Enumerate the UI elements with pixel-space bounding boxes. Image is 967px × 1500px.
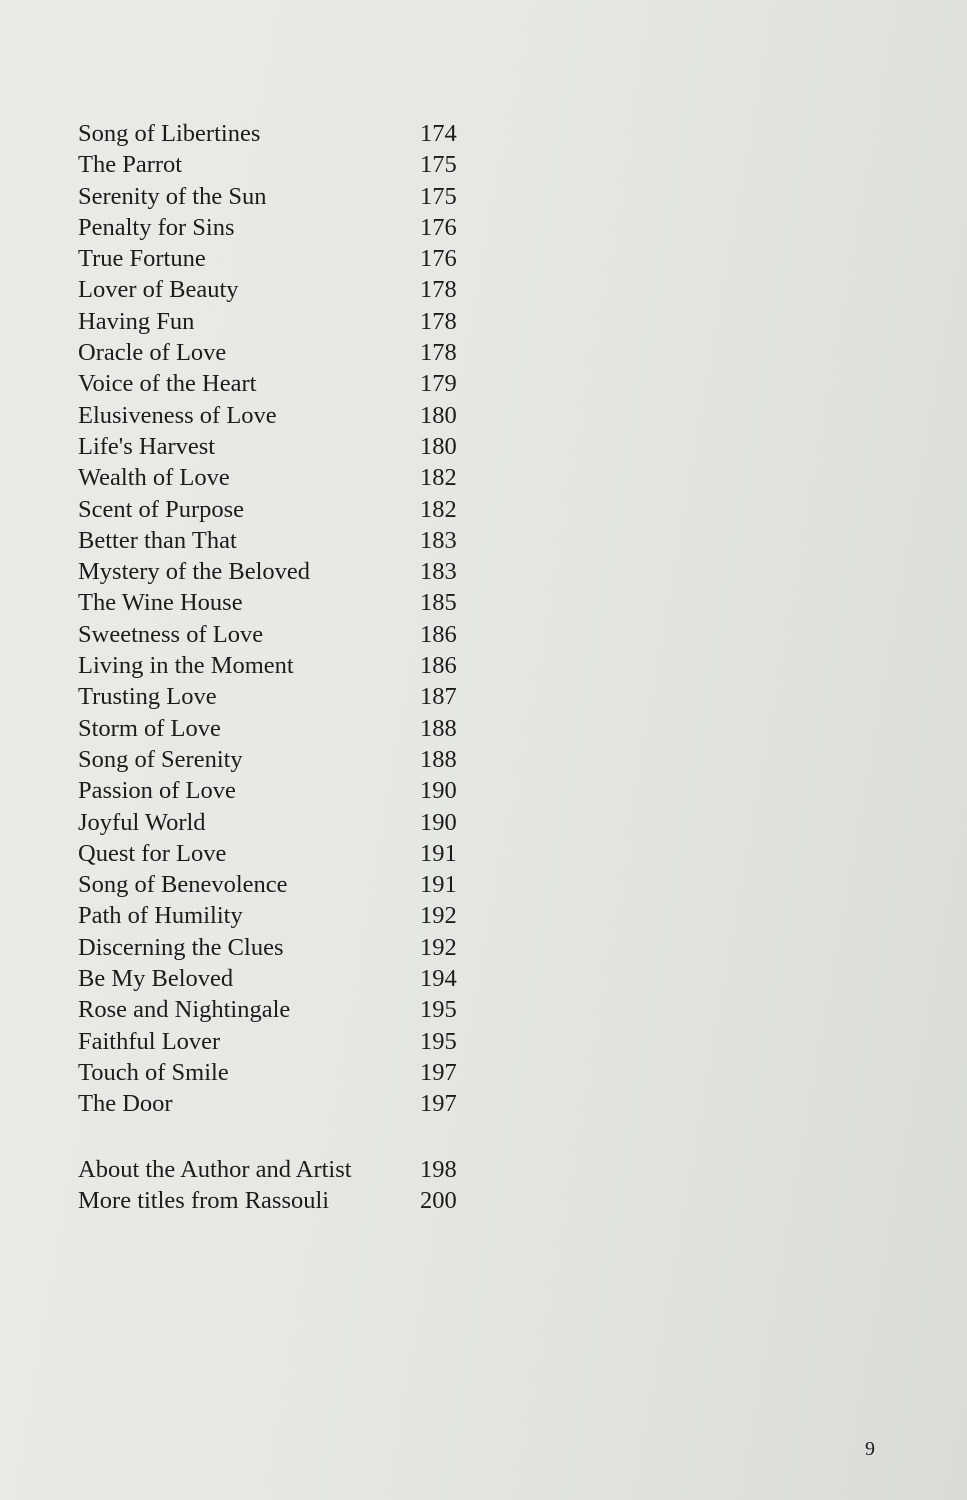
toc-entry-page: 179: [420, 370, 457, 398]
toc-entry-title: Scent of Purpose: [78, 495, 245, 523]
toc-entry-title: Faithful Lover: [78, 1027, 221, 1055]
toc-entry: [78, 431, 468, 462]
toc-entry: [78, 838, 468, 869]
toc-entry-title: Storm of Love: [78, 714, 221, 742]
toc-entry-page: 194: [420, 965, 457, 993]
toc-entry-page: 182: [420, 464, 457, 492]
toc-entry: [78, 963, 468, 994]
toc-entry-title: Be My Beloved: [78, 965, 234, 993]
toc-entry: [78, 650, 468, 681]
toc-entry-page: 195: [420, 1027, 457, 1055]
toc-entry-page: 191: [420, 871, 457, 899]
toc-entry-page: 191: [420, 839, 457, 867]
toc-entry-title: Serenity of the Sun: [78, 182, 267, 210]
toc-entry-page: 200: [420, 1187, 457, 1215]
toc-entry: [78, 775, 468, 806]
toc-entry-page: 176: [420, 245, 457, 273]
toc-entry: [78, 494, 468, 525]
toc-entry: [78, 274, 468, 305]
toc-entry-title: About the Author and Artist: [78, 1156, 352, 1183]
toc-entry-page: 188: [420, 714, 457, 742]
toc-entry-title: True Fortune: [78, 245, 206, 273]
toc-entry: [78, 556, 468, 587]
toc-entry: [78, 713, 468, 744]
toc-entry-page: 195: [420, 996, 457, 1024]
toc-entry-title: Having Fun: [78, 307, 195, 335]
toc-entry-page: 186: [420, 652, 457, 680]
table-of-contents: [78, 118, 468, 1120]
toc-entry-title: Song of Benevolence: [78, 871, 288, 899]
toc-entry: [78, 869, 468, 900]
toc-entry-page: 185: [420, 589, 457, 617]
toc-entry-title: Rose and Nightingale: [78, 996, 291, 1024]
toc-entry-title: Wealth of Love: [78, 464, 230, 492]
toc-entry-page: 182: [420, 495, 457, 523]
toc-entry-page: 190: [420, 777, 457, 805]
toc-entry-title: Voice of the Heart: [78, 370, 257, 398]
toc-entry-title: Sweetness of Love: [78, 620, 264, 648]
back-matter-list: [78, 1154, 468, 1217]
toc-entry-title: Path of Humility: [78, 902, 243, 930]
toc-entry: [78, 1154, 468, 1185]
toc-entry-title: Trusting Love: [78, 683, 217, 711]
toc-entry: [78, 744, 468, 775]
toc-entry: [78, 900, 468, 931]
toc-entry-page: 187: [420, 683, 457, 711]
toc-entry-page: 175: [420, 151, 457, 179]
toc-entry: [78, 181, 468, 212]
toc-entry-title: Song of Serenity: [78, 745, 243, 773]
toc-entry: [78, 306, 468, 337]
toc-entry: [78, 118, 468, 149]
toc-entry-page: 183: [420, 558, 457, 586]
toc-entry: [78, 368, 468, 399]
toc-entry: [78, 1088, 468, 1119]
toc-entry-page: 192: [420, 902, 457, 930]
toc-entry: [78, 807, 468, 838]
toc-entry: [78, 1185, 468, 1216]
toc-entry: [78, 149, 468, 180]
toc-entry: [78, 1026, 468, 1057]
page-number: 9: [865, 1438, 875, 1460]
toc-entry-title: Penalty for Sins: [78, 213, 235, 241]
toc-entry-page: 186: [420, 620, 457, 648]
toc-entry-page: 174: [420, 120, 457, 147]
toc-entry: [78, 619, 468, 650]
toc-entry-page: 180: [420, 432, 457, 460]
toc-entry: [78, 243, 468, 274]
toc-entry-title: The Parrot: [78, 151, 183, 179]
toc-entry-page: 198: [420, 1156, 457, 1183]
toc-entry-title: Touch of Smile: [78, 1058, 229, 1086]
toc-entry-title: More titles from Rassouli: [78, 1187, 330, 1215]
toc-entry-page: 188: [420, 745, 457, 773]
toc-entry-page: 178: [420, 307, 457, 335]
toc-entry-title: The Wine House: [78, 589, 243, 617]
toc-entry: [78, 462, 468, 493]
toc-entry-page: 183: [420, 526, 457, 554]
toc-entry: [78, 681, 468, 712]
toc-entry-title: Lover of Beauty: [78, 276, 239, 304]
toc-entry-page: 176: [420, 213, 457, 241]
toc-entry-title: Elusiveness of Love: [78, 401, 277, 429]
toc-entry-page: 190: [420, 808, 457, 836]
toc-entry: [78, 212, 468, 243]
toc-entry: [78, 400, 468, 431]
toc-entry-title: Joyful World: [78, 808, 206, 836]
toc-entry-page: 197: [420, 1090, 457, 1118]
toc-entry-title: Mystery of the Beloved: [78, 558, 311, 586]
toc-entry: [78, 525, 468, 556]
toc-entry-title: The Door: [78, 1090, 173, 1118]
toc-entry-title: Living in the Moment: [78, 652, 294, 680]
toc-entry: [78, 587, 468, 618]
toc-entry-title: Passion of Love: [78, 777, 236, 805]
toc-entry-title: Life's Harvest: [78, 432, 216, 460]
toc-entry: [78, 994, 468, 1025]
toc-entry: [78, 932, 468, 963]
toc-entry-title: Better than That: [78, 526, 237, 554]
toc-entry-title: Quest for Love: [78, 839, 227, 867]
toc-entry: [78, 337, 468, 368]
toc-entry-title: Discerning the Clues: [78, 933, 284, 961]
toc-entry-page: 192: [420, 933, 457, 961]
toc-entry: [78, 1057, 468, 1088]
toc-entry-page: 197: [420, 1058, 457, 1086]
toc-entry-page: 175: [420, 182, 457, 210]
toc-entry-title: Song of Libertines: [78, 120, 261, 147]
toc-entry-page: 178: [420, 276, 457, 304]
toc-entry-title: Oracle of Love: [78, 339, 227, 367]
toc-entry-page: 178: [420, 339, 457, 367]
toc-entry-page: 180: [420, 401, 457, 429]
